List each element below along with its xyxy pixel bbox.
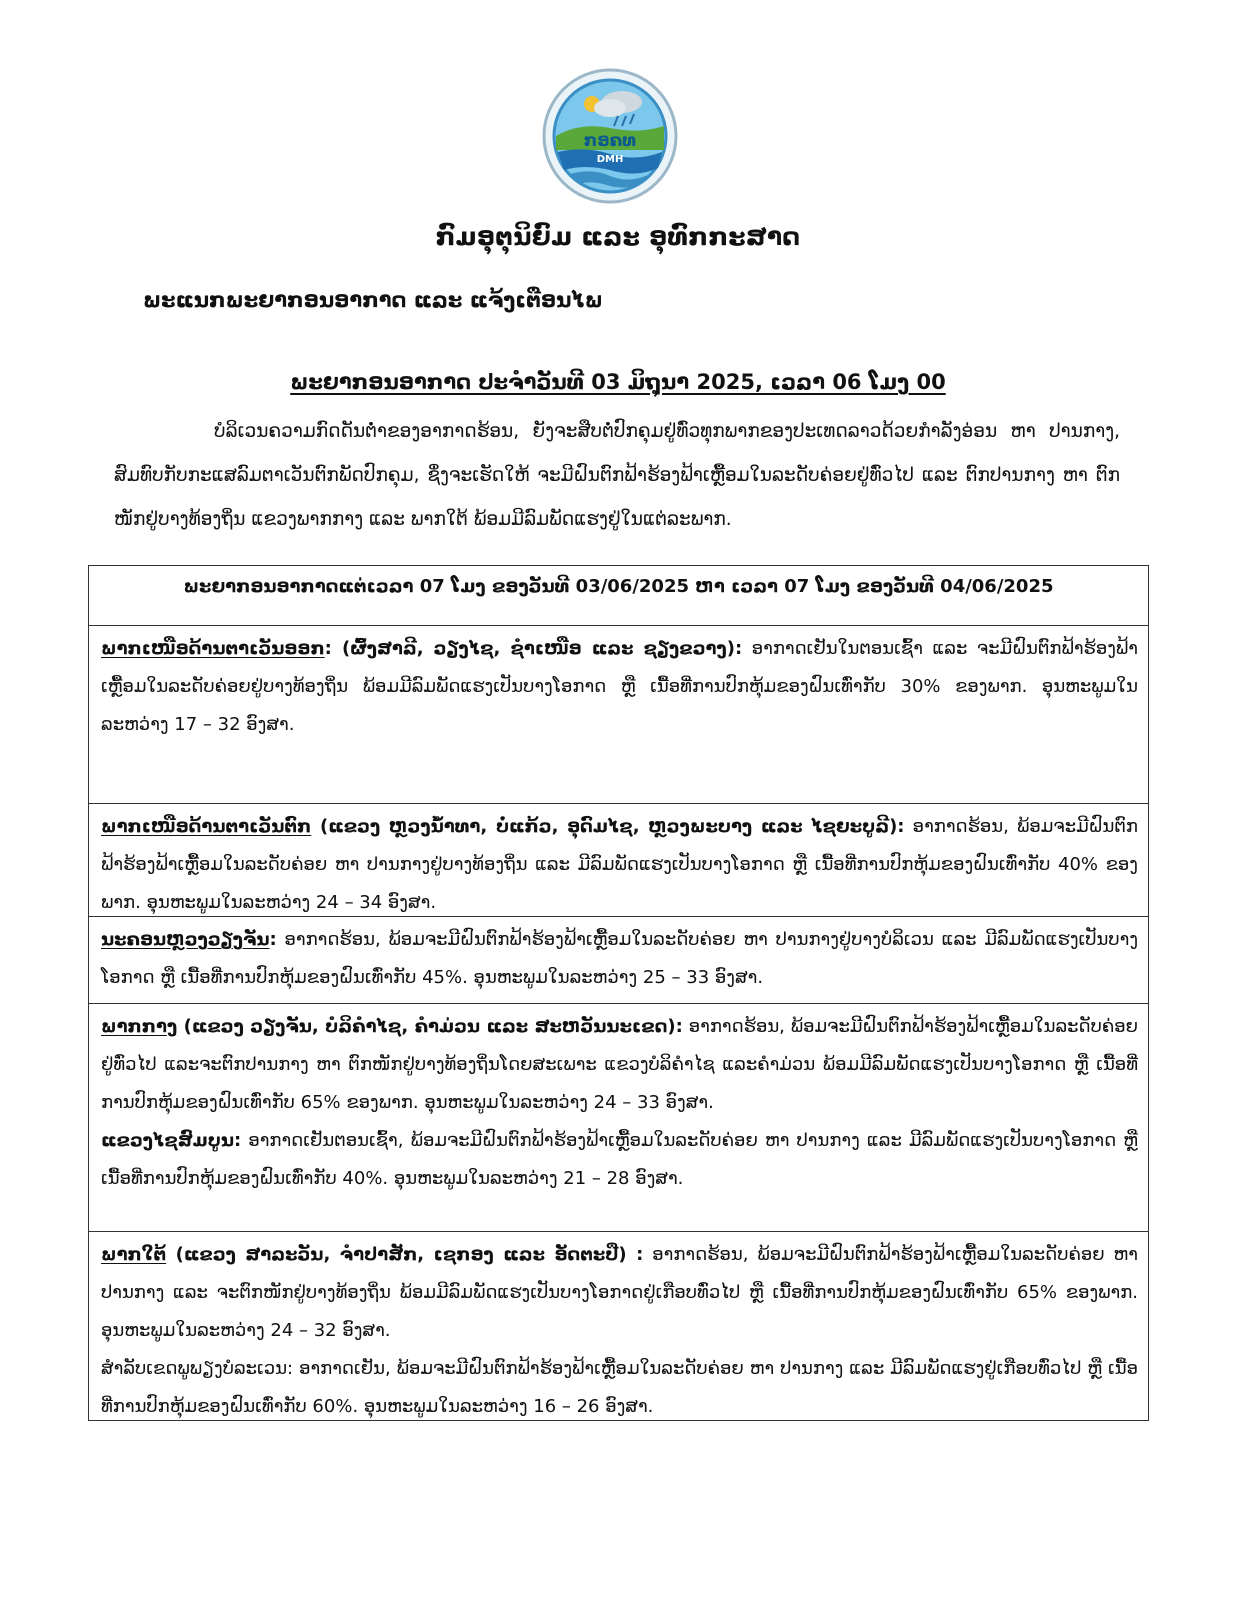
table-header: ພະຍາກອນອາກາດແຕ່ເວລາ 07 ໂມງ ຂອງວັນທີ 03/06/2025 ຫາ ເວລາ 07 ໂມງ ຂອງວັນທີ 04/06/2025	[89, 566, 1148, 626]
region-northwest	[89, 804, 1148, 917]
region-provinces: (ແຂວງ ສາລະວັນ, ຈຳປາສັກ, ເຊກອງ ແລະ ອັດຕະປື) :	[166, 1244, 644, 1265]
subregion-paragraph	[101, 1122, 1138, 1198]
region-paragraph	[101, 1236, 1138, 1350]
region-text: ອາກາດຮ້ອນ, ພ້ອມຈະມີຝົນຕົກຟ້າຮ້ອງຟ້າເຫຼື້ອມໃນລະດັບຄ່ອຍ ຫາ ປານກາງຢູ່ບາງທ້ອງຖິ່ນ ແລະ ມີລົມພັດແຮງເປັນບາງໂອກາດ ຫຼື ເນື້ອທີ່ການປົກຫຸ້ມຂອງຝົນເທົ່າກັບ 40% ຂອງພາກ. ອຸນຫະພູມໃນລະຫວ່າງ 24 – 34 ອົງສາ.	[101, 816, 1138, 913]
region-vientiane-capital	[89, 917, 1148, 1004]
ministry-title: ກົມອຸຕຸນິຍົມ ແລະ ອຸທົກກະສາດ	[435, 222, 801, 251]
region-name: ນະຄອນຫຼວງວຽງຈັນ	[101, 929, 270, 950]
region-provinces: :	[269, 929, 277, 950]
logo-subtext: DMH	[596, 154, 624, 165]
dmh-logo-icon	[540, 66, 680, 206]
region-text: ອາກາດຮ້ອນ, ພ້ອມຈະມີຝົນຕົກຟ້າຮ້ອງຟ້າເຫຼື້ອມໃນລະດັບຄ່ອຍ ຫາ ປານກາງຢູ່ບາງບໍລິເວນ ແລະ ມີລົມພັດແຮງເປັນບາງໂອກາດ ຫຼື ເນື້ອທີ່ການປົກຫຸ້ມຂອງຝົນເທົ່າກັບ 45%. ອຸນຫະພູມໃນລະຫວ່າງ 25 – 33 ອົງສາ.	[101, 929, 1138, 988]
region-name: ພາກເໜືອດ້ານຕາເວັນອອກ	[101, 638, 325, 659]
region-text: ອາກາດຮ້ອນ, ພ້ອມຈະມີຝົນຕົກຟ້າຮ້ອງຟ້າເຫຼື້ອມໃນລະດັບຄ່ອຍຢູ່ທົ່ວໄປ ແລະຈະຕົກປານກາງ ຫາ ຕົກໜັກຢູ່ບາງທ້ອງຖິ່ນໂດຍສະເພາະ ແຂວງບໍລິຄຳໄຊ ແລະຄຳມ່ວນ ພ້ອມມີລົມພັດແຮງເປັນບາງໂອກາດ ຫຼື ເນື້ອທີ່ການປົກຫຸ້ມຂອງຝົນເທົ່າກັບ 65% ຂອງພາກ. ອຸນຫະພູມໃນລະຫວ່າງ 24 – 33 ອົງສາ.	[101, 1016, 1138, 1113]
subregion-text: ອາກາດເຢັນ, ພ້ອມຈະມີຝົນຕົກຟ້າຮ້ອງຟ້າເຫຼື້ອມໃນລະດັບຄ່ອຍ ຫາ ປານກາງ ແລະ ມີລົມພັດແຮງຢູ່ເກືອບທົ່ວໄປ ຫຼື ເນື້ອທີ່ການປົກຫຸ້ມຂອງຝົນເທົ່າກັບ 60%. ອຸນຫະພູມໃນລະຫວ່າງ 16 – 26 ອົງສາ.	[101, 1358, 1138, 1417]
forecast-intro: ບໍລິເວນຄວາມກົດດັນຕ່ຳຂອງອາກາດຮ້ອນ, ຍັງຈະສືບຕໍ່ປົກຄຸມຢູ່ທົ່ວທຸກພາກຂອງປະເທດລາວດ້ວຍກຳລັງອ່ອນ ຫາ ປານກາງ, ສົມທົບກັບກະແສລົມຕາເວັນຕົກພັດປົກຄຸມ, ຊຶ່ງຈະເຮັດໃຫ້ ຈະມີຝົນຕົກຟ້າຮ້ອງຟ້າເຫຼື້ອມໃນລະດັບຄ່ອຍຢູ່ທົ່ວໄປ ແລະ ຕົກປານກາງ ຫາ ຕົກໜັກຢູ່ບາງທ້ອງຖິ່ນ ແຂວງພາກກາງ ແລະ ພາກໃຕ້ ພ້ອມມີລົມພັດແຮງຢູ່ໃນແຕ່ລະພາກ.	[114, 421, 1120, 530]
region-south	[89, 1232, 1148, 1420]
region-paragraph	[101, 1008, 1138, 1122]
forecast-table	[88, 565, 1149, 1421]
region-provinces: (ແຂວງ ຫຼວງນ້ຳທາ, ບໍ່ແກ້ວ, ອຸດົມໄຊ, ຫຼວງພະບາງ ແລະ ໄຊຍະບູລີ):	[311, 816, 905, 837]
region-central	[89, 1004, 1148, 1232]
subregion-name: ສຳລັບເຂດພູພຽງບໍລະເວນ:	[101, 1358, 294, 1379]
subregion-text: ອາກາດເຢັນຕອນເຊົ້າ, ພ້ອມຈະມີຝົນຕົກຟ້າຮ້ອງຟ້າເຫຼື້ອມໃນລະດັບຄ່ອຍ ຫາ ປານກາງ ແລະ ມີລົມພັດແຮງເປັນບາງໂອກາດ ຫຼື ເນື້ອທີ່ການປົກຫຸ້ມຂອງຝົນເທົ່າກັບ 40%. ອຸນຫະພູມໃນລະຫວ່າງ 21 – 28 ອົງສາ.	[101, 1130, 1138, 1189]
department-title: ພະແນກພະຍາກອນອາກາດ ແລະ ແຈ້ງເຕືອນໄພ	[143, 288, 603, 312]
region-provinces: : (ຜົ້ງສາລີ, ວຽງໄຊ, ຊຳເໜືອ ແລະ ຊຽງຂວາງ):	[324, 638, 743, 659]
region-name: ພາກກາງ	[101, 1016, 178, 1037]
region-text: ອາກາດຮ້ອນ, ພ້ອມຈະມີຝົນຕົກຟ້າຮ້ອງຟ້າເຫຼື້ອມໃນລະດັບຄ່ອຍ ຫາ ປານກາງ ແລະ ຈະຕົກໜັກຢູ່ບາງທ້ອງຖິ່ນ ພ້ອມມີລົມພັດແຮງເປັນບາງໂອກາດຢູ່ເກືອບທົ່ວໄປ ຫຼື ເນື້ອທີ່ການປົກຫຸ້ມຂອງຝົນເທົ່າກັບ 65% ຂອງພາກ. ອຸນຫະພູມໃນລະຫວ່າງ 24 – 32 ອົງສາ.	[101, 1244, 1138, 1341]
subregion-paragraph	[101, 1350, 1138, 1420]
region-provinces: (ແຂວງ ວຽງຈັນ, ບໍລິຄຳໄຊ, ຄຳມ່ວນ ແລະ ສະຫວັນນະເຂດ):	[177, 1016, 683, 1037]
forecast-title: ພະຍາກອນອາກາດ ປະຈຳວັນທີ 03 ມິຖຸນາ 2025, ເວລາ 06 ໂມງ 00	[290, 370, 946, 394]
subregion-name: ແຂວງໄຊສົມບູນ:	[101, 1130, 242, 1151]
region-northeast	[89, 626, 1148, 804]
region-name: ພາກໃຕ້	[101, 1244, 167, 1265]
dmh-logo	[540, 66, 680, 206]
logo-text: ກອຄທ	[583, 131, 637, 151]
region-name: ພາກເໜືອດ້ານຕາເວັນຕົກ	[101, 816, 312, 837]
region-text: ອາກາດເຢັນໃນຕອນເຊົ້າ ແລະ ຈະມີຝົນຕົກຟ້າຮ້ອງຟ້າເຫຼື້ອມໃນລະດັບຄ່ອຍຢູ່ບາງທ້ອງຖິ່ນ ພ້ອມມີລົມພັດແຮງເປັນບາງໂອກາດ ຫຼື ເນື້ອທີ່ການປົກຫຸ້ມຂອງຝົນເທົ່າກັບ 30% ຂອງພາກ. ອຸນຫະພູມໃນລະຫວ່າງ 17 – 32 ອົງສາ.	[101, 638, 1138, 735]
